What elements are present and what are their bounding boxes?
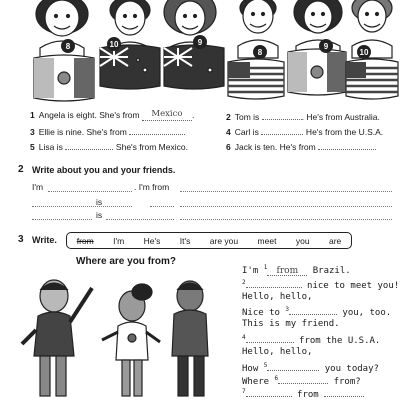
word-bank-item: meet — [257, 235, 277, 246]
exercise2-is-1: is — [96, 197, 103, 207]
word-bank-item: I'm — [113, 235, 125, 246]
song-line-10: $^7$ from — [242, 387, 364, 400]
song-blank-5[interactable] — [267, 361, 319, 371]
children-with-flags-illustration — [0, 0, 400, 104]
song-line-5: This is my friend. — [242, 319, 340, 329]
mexico-flag-2 — [288, 49, 346, 95]
word-bank-item: He's — [143, 235, 161, 246]
song-line-3: Hello, hello, — [242, 292, 313, 302]
answer-blank-5[interactable] — [65, 140, 111, 150]
exercise2-from-label: . I'm from — [134, 182, 170, 192]
exercise3-number: 3 — [18, 234, 24, 245]
word-bank — [66, 232, 352, 249]
song-blank-7[interactable] — [246, 387, 292, 397]
exercise2-friend1-extra-blank[interactable] — [180, 206, 392, 207]
badge-jack: 10 — [359, 48, 369, 57]
song-blank-3[interactable] — [289, 305, 337, 315]
song-line-8: How $^5$ you today? — [242, 362, 379, 374]
answer-blank-1[interactable]: Mexico — [142, 111, 192, 121]
song-line-4: Nice to $^3$ you, too. — [242, 306, 392, 318]
song-blank-8[interactable] — [324, 387, 364, 397]
answer-blank-3[interactable] — [129, 125, 183, 135]
exercise2-is-2: is — [96, 210, 103, 220]
song-title: Where are you from? — [76, 256, 177, 267]
mexico-flag-1 — [34, 55, 94, 101]
word-bank-item: are you — [209, 235, 239, 246]
exercise1-item-3: 3 Ellie is nine. She's from . — [30, 127, 186, 137]
exercise1-item-5: 5 Lisa is . She's from Mexico. — [30, 142, 188, 152]
exercise2-number: 2 — [18, 164, 24, 175]
exercise1-item-6: 6 Jack is ten. He's from . — [226, 142, 377, 152]
usa-flag-1 — [228, 59, 284, 99]
word-bank-item: from — [76, 235, 94, 246]
exercise1-item-2: 2 Tom is . He's from Australia. — [226, 112, 380, 122]
exercise2-friend2-blank[interactable] — [32, 219, 92, 220]
exercise1-item-4: 4 Carl is . He's from the U.S.A. — [226, 127, 384, 137]
exercise2-friend2-age-blank[interactable] — [106, 219, 174, 220]
badge-carl: 8 — [257, 48, 263, 57]
song-line-1: I'm $^1$ from Brazil. — [242, 264, 351, 276]
exercise2-friend1-age-blank[interactable] — [150, 206, 174, 207]
song-blank-4[interactable] — [246, 333, 294, 343]
word-bank-item: It's — [179, 235, 191, 246]
word-bank-item: you — [295, 235, 310, 246]
song-line-9: Where $^6$ from? — [242, 375, 361, 387]
song-blank-1[interactable]: from — [267, 266, 307, 276]
badge-lisa: 9 — [323, 42, 329, 51]
song-line-2: $^2$ nice to meet you! — [242, 279, 400, 291]
answer-blank-6[interactable] — [318, 140, 374, 150]
exercise2-friend2-extra-blank[interactable] — [180, 219, 392, 220]
badge-ellie: 9 — [197, 38, 203, 47]
word-bank-item: are — [328, 235, 342, 246]
exercise2-title: Write about you and your friends. — [32, 165, 176, 175]
song-line-7: Hello, hello, — [242, 347, 313, 357]
three-kids-illustration — [14, 270, 224, 400]
exercise3-title: Write. — [32, 235, 57, 245]
badge-tom: 10 — [109, 40, 119, 49]
exercise2-country-blank[interactable] — [180, 191, 392, 192]
song-blank-2[interactable] — [246, 278, 302, 288]
exercise2-name-blank[interactable] — [48, 191, 132, 192]
answer-blank-2[interactable] — [262, 110, 302, 120]
australia-flag-2 — [164, 45, 224, 89]
usa-flag-2 — [346, 59, 398, 99]
badge-angela: 8 — [65, 42, 71, 51]
exercise2-friend1-blank[interactable] — [32, 206, 132, 207]
australia-flag-1 — [100, 45, 160, 89]
exercise2-im-label: I'm — [32, 182, 44, 192]
song-line-6: $^4$ from the U.S.A. — [242, 334, 381, 346]
song-blank-6[interactable] — [278, 374, 328, 384]
exercise1-item-1: 1 Angela is eight. She's from Mexico . — [30, 109, 195, 120]
answer-blank-4[interactable] — [261, 125, 301, 135]
